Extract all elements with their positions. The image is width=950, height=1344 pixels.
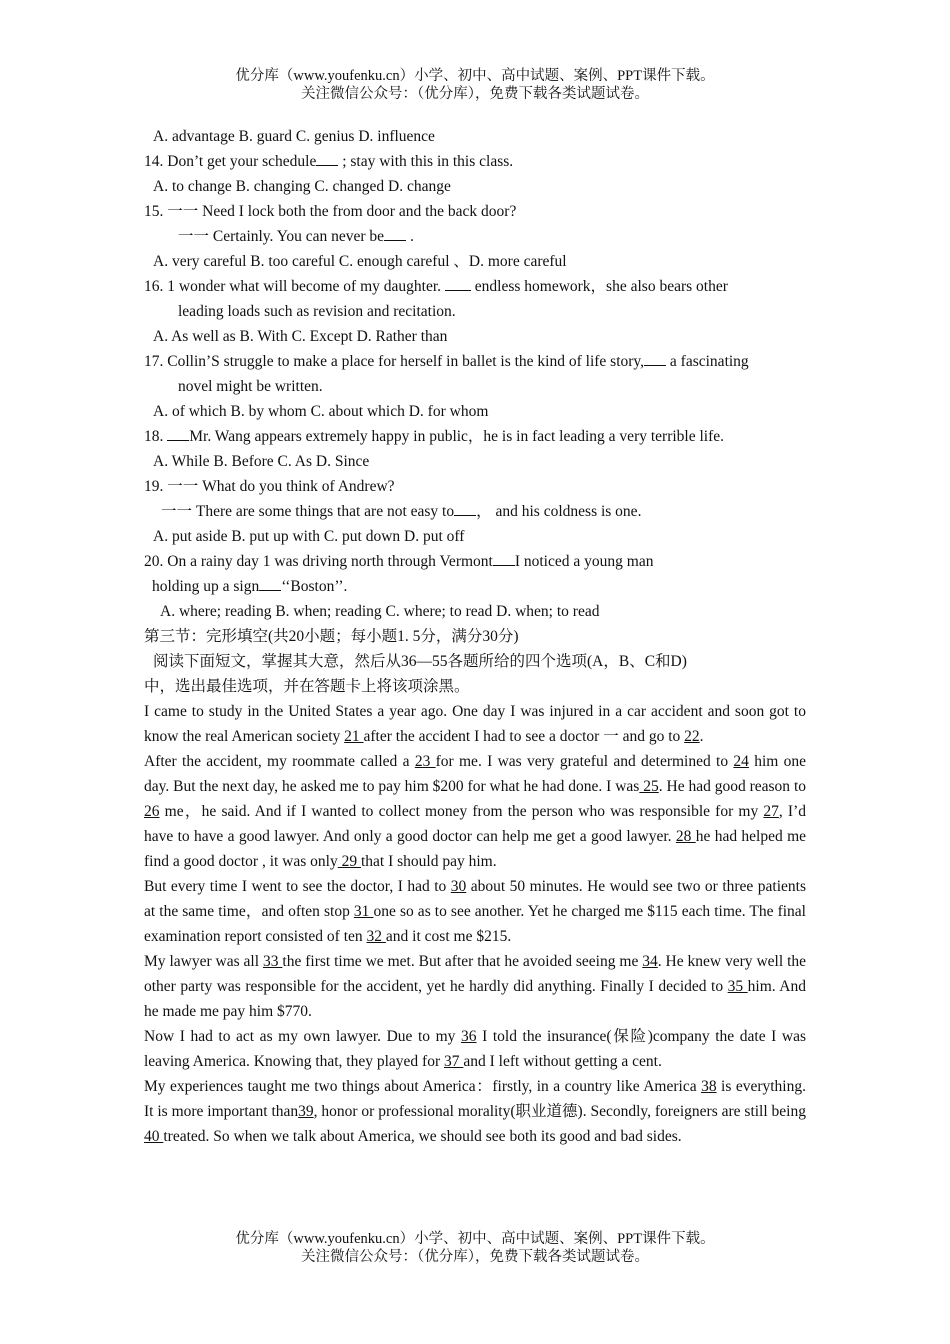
passage-paragraph-4: My lawyer was all 33 the first time we met. But after that he avoided seeing me 34. He knew very well the other party was responsible for the accident, yet he hardly did anything. Finally I decided to 35 him. And he made me pay him $770. <box>144 953 807 1020</box>
section-instructions: 阅读下面短文，掌握其大意，然后从36—55各题所给的四个选项(A，B、C和D) <box>153 653 687 670</box>
q19-stem: 19. 一一 What do you think of Andrew? <box>144 478 395 495</box>
blank-number: 25 <box>639 778 659 795</box>
answer-blank <box>445 276 471 291</box>
answer-blank <box>384 226 406 241</box>
answer-blank <box>493 551 515 566</box>
passage-paragraph-6: My experiences taught me two things about America：firstly, in a country like America 38 is everything. It is more important than39, honor or professional morality(职业道德). Secondly, foreigners are still being 40 treated. So when we talk about America, we should see both its good and bad sides. <box>144 1078 806 1145</box>
passage-paragraph-2: After the accident, my roommate called a 23 for me. I was very grateful and determined to 24 him one day. But the next day, he asked me to pay him $200 for what he had done. I was 25. He had good reason to 26 me，he said. And if I wanted to collect money from the person who was responsible for my 27, I’d have to have a good lawyer. And only a good doctor can help me get a good lawyer. 28 he had helped me find a good doctor , it was only 29 that I should pay him. <box>144 753 807 870</box>
blank-number: 24 <box>733 753 749 770</box>
header-line-2: 关注微信公众号：（优分库），免费下载各类试题试卷。 <box>301 86 649 102</box>
blank-number: 21 <box>344 728 364 745</box>
passage-paragraph-5: Now I had to act as my own lawyer. Due to my 36 I told the insurance(保险)company the date I was leaving America. Knowing that, they played for 37 and I left without getting a cent. <box>144 1028 806 1070</box>
q16-stem-cont: leading loads such as revision and recitation. <box>178 303 456 320</box>
q16-stem: 16. 1 wonder what will become of my daughter. endless homework，she also bears other <box>144 278 728 295</box>
q20-options: A. where; reading B. when; reading C. where; to read D. when; to read <box>160 603 600 620</box>
blank-number: 33 <box>262 953 283 970</box>
q18-options: A. While B. Before C. As D. Since <box>153 453 370 470</box>
header-line-1: 优分库（www.youfenku.cn）小学、初中、高中试题、案例、PPT课件下载。 <box>235 68 715 84</box>
passage-paragraph-3: But every time I went to see the doctor, I had to 30 about 50 minutes. He would see two or three patients at the same time，and often stop 31 one so as to see another. Yet he charged me $115 each time. The final examination report consisted of ten 32 and it cost me $215. <box>144 878 807 945</box>
blank-number: 30 <box>450 878 467 895</box>
blank-number: 40 <box>144 1128 164 1145</box>
blank-number: 28 <box>675 828 696 845</box>
q15-stem: 15. 一一 Need I lock both the from door and the back door? <box>144 203 517 220</box>
document-body <box>144 124 806 1149</box>
passage-paragraph-1: I came to study in the United States a year ago. One day I was injured in a car accident and soon got to know the real American society 21 after the accident I had to see a doctor 一 and go to 22. <box>144 703 806 745</box>
q19-reply: 一一 There are some things that are not easy to ， and his coldness is one. <box>161 503 642 520</box>
page-header <box>0 67 950 103</box>
blank-number: 22 <box>684 728 700 745</box>
answer-blank <box>259 576 281 591</box>
blank-number: 31 <box>353 903 374 920</box>
section-instructions-cont: 中，选出最佳选项，并在答题卡上将该项涂黑。 <box>144 678 470 695</box>
blank-number: 36 <box>461 1028 477 1045</box>
answer-blank <box>644 351 666 366</box>
page-footer <box>0 1230 950 1266</box>
footer-line-2: 关注微信公众号：（优分库），免费下载各类试题试卷。 <box>301 1249 649 1265</box>
q15-reply: 一一 Certainly. You can never be . <box>178 228 414 245</box>
answer-blank <box>454 501 476 516</box>
q13-options: A. advantage B. guard C. genius D. influence <box>153 128 435 145</box>
q16-options: A. As well as B. With C. Except D. Rather than <box>153 328 448 345</box>
q14-stem: 14. Don’t get your schedule ; stay with this in this class. <box>144 153 514 170</box>
q20-stem: 20. On a rainy day 1 was driving north through Vermont I noticed a young man <box>144 553 654 570</box>
blank-number: 26 <box>144 803 160 820</box>
blank-number: 34 <box>642 953 658 970</box>
blank-number: 23 <box>414 753 436 770</box>
blank-number: 37 <box>444 1053 464 1070</box>
q18-stem: 18. Mr. Wang appears extremely happy in public，he is in fact leading a very terrible life. <box>144 428 725 445</box>
blank-number: 39 <box>298 1103 314 1120</box>
footer-line-1: 优分库（www.youfenku.cn）小学、初中、高中试题、案例、PPT课件下载。 <box>235 1231 715 1247</box>
blank-number: 32 <box>366 928 386 945</box>
answer-blank <box>316 151 338 166</box>
q17-options: A. of which B. by whom C. about which D. for whom <box>153 403 489 420</box>
section-title: 第三节：完形填空(共20小题；每小题1. 5分，满分30分) <box>144 628 519 645</box>
q17-stem-cont: novel might be written. <box>178 378 323 395</box>
answer-blank <box>167 426 189 441</box>
q14-options: A. to change B. changing C. changed D. change <box>153 178 451 195</box>
q20-stem-cont: holding up a sign ‘‘Boston’’. <box>152 578 348 595</box>
blank-number: 29 <box>337 853 361 870</box>
blank-number: 38 <box>701 1078 717 1095</box>
q15-options: A. very careful B. too careful C. enough careful 、D. more careful <box>153 253 567 270</box>
q17-stem: 17. Collin’S struggle to make a place for herself in ballet is the kind of life story, a fascinating <box>144 353 749 370</box>
blank-number: 27 <box>763 803 779 820</box>
blank-number: 35 <box>727 978 748 995</box>
q19-options: A. put aside B. put up with C. put down D. put off <box>153 528 465 545</box>
